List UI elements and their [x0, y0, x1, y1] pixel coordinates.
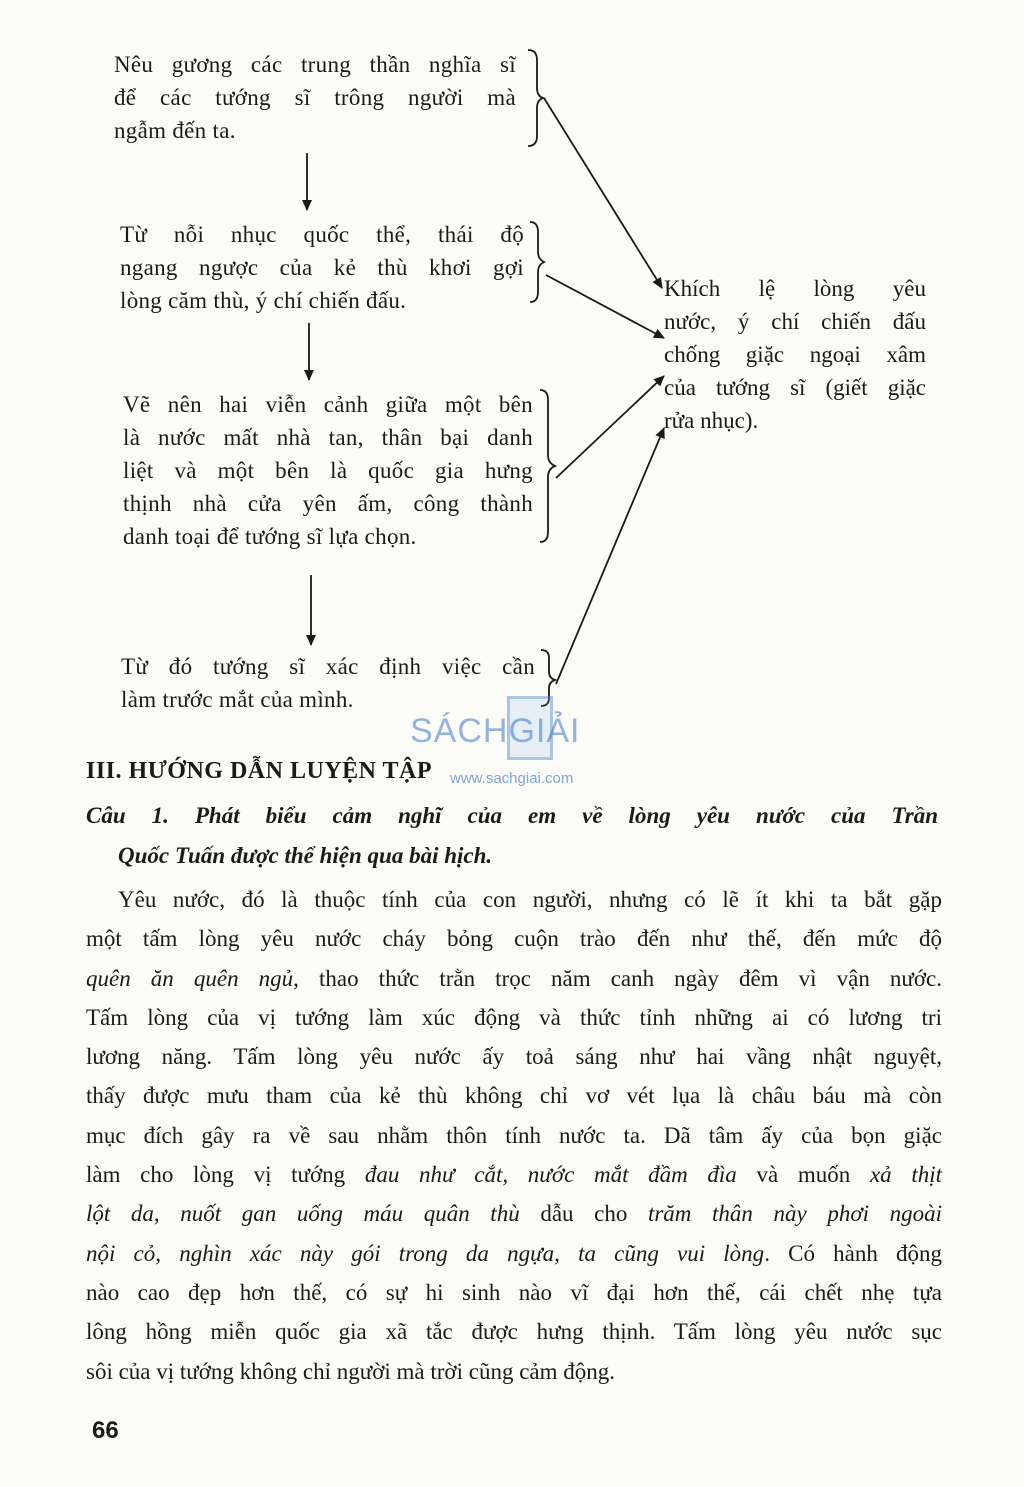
result-line: rửa nhục).	[664, 408, 759, 433]
arrow-to-result-3	[556, 376, 664, 478]
para-italic: xả thịt	[869, 1162, 942, 1188]
para-line: Yêu nước, đó là thuộc tính của con người, nhưng có lẽ ít khi ta bắt gặp	[118, 887, 942, 912]
diagram-box-1	[114, 48, 516, 147]
para-italic: trăm thân này phơi ngoài	[647, 1201, 942, 1227]
para-line: nào cao đẹp hơn thế, có sự hi sinh nào vĩ đại hơn thế, cái chết nhẹ tựa	[86, 1279, 942, 1305]
para-line: thấy được mưu tham của kẻ thù không chỉ vơ vét lụa là châu báu mà còn	[86, 1083, 942, 1109]
para-line	[86, 1194, 942, 1233]
diagram-box-2	[120, 218, 524, 317]
box-line: Vẽ nên hai viễn cảnh giữa một bên	[123, 392, 533, 417]
para-line: Tấm lòng của vị tướng làm xúc động và thức tỉnh những ai có lương tri	[86, 1004, 942, 1030]
section-title: III. HƯỚNG DẪN LUYỆN TẬP	[86, 758, 433, 784]
para-text: . Có hành động	[764, 1240, 942, 1266]
box-line: lòng căm thù, ý chí chiến đấu.	[120, 288, 407, 313]
box-line: làm trước mắt của mình.	[121, 687, 354, 712]
watermark-logo	[410, 700, 620, 792]
box-line: Nêu gương các trung thần nghĩa sĩ	[114, 52, 516, 77]
diagram-result	[664, 272, 926, 437]
arrow-to-result-1	[544, 98, 662, 288]
para-text: làm cho lòng vị tướng	[86, 1162, 365, 1188]
box-line: Từ đó tướng sĩ xác định việc cần	[121, 654, 535, 679]
para-line	[86, 959, 942, 998]
para-line	[86, 1155, 942, 1194]
box-line: để các tướng sĩ trông người mà	[114, 85, 516, 110]
box-line: danh toại để tướng sĩ lựa chọn.	[123, 524, 417, 549]
para-line: lương năng. Tấm lòng yêu nước ấy toả sáng như hai vầng nhật nguyệt,	[86, 1044, 942, 1070]
box-line: ngang ngược của kẻ thù khơi gợi	[120, 255, 524, 280]
para-italic: đau như cắt, nước mắt đầm đìa	[364, 1162, 737, 1188]
result-line: nước, ý chí chiến đấu	[664, 309, 926, 334]
para-line: sôi của vị tướng không chỉ người mà trời cũng cảm động.	[86, 1358, 615, 1384]
box-line: liệt và một bên là quốc gia hưng	[123, 458, 533, 483]
arrow-to-result-2	[546, 275, 664, 338]
box-line: Từ nỗi nhục quốc thể, thái độ	[120, 222, 524, 247]
question-1	[86, 796, 938, 876]
para-italic: nội cỏ, nghìn xác này gói trong da ngựa, ta cũng vui lòng	[86, 1240, 765, 1266]
arrow-to-result-4	[556, 428, 664, 684]
box-line: là nước mất nhà tan, thân bại danh	[123, 425, 533, 450]
diagram-box-3	[123, 388, 533, 553]
result-line: Khích lệ lòng yêu	[664, 276, 926, 301]
result-line: chống giặc ngoại xâm	[664, 342, 926, 367]
result-line: của tướng sĩ (giết giặc	[664, 375, 926, 400]
answer-paragraph	[86, 880, 942, 1391]
box-line: ngẫm đến ta.	[114, 118, 236, 143]
watermark-text: SÁCHGIẢI	[410, 712, 581, 750]
para-line: lông hồng miễn quốc gia xã tắc được hưng thịnh. Tấm lòng yêu nước sục	[86, 1319, 942, 1345]
para-line: một tấm lòng yêu nước cháy bỏng cuộn trào đến như thế, đến mức độ	[86, 926, 942, 952]
brace-3	[540, 390, 555, 542]
watermark-url: www.sachgiai.com	[450, 770, 574, 787]
para-line	[86, 1234, 942, 1273]
para-text: dẫu cho	[519, 1201, 648, 1227]
question-line: Câu 1. Phát biểu cảm nghĩ của em về lòng yêu nước của Trần	[86, 803, 938, 828]
para-text: và muốn	[736, 1162, 870, 1188]
para-italic: quên ăn quên ngủ	[86, 965, 294, 991]
brace-2	[530, 222, 544, 302]
question-line: Quốc Tuấn được thể hiện qua bài hịch.	[118, 843, 493, 868]
para-italic: lột da, nuốt gan uống máu quân thù	[86, 1201, 520, 1227]
para-text: , thao thức trằn trọc năm canh ngày đêm vì vận nước.	[293, 965, 943, 991]
brace-1	[528, 50, 543, 146]
box-line: thịnh nhà cửa yên ấm, công thành	[123, 491, 533, 516]
para-line: mục đích gây ra về sau nhằm thôn tính nước ta. Dã tâm ấy của bọn giặc	[86, 1122, 942, 1148]
page-number: 66	[92, 1417, 119, 1444]
